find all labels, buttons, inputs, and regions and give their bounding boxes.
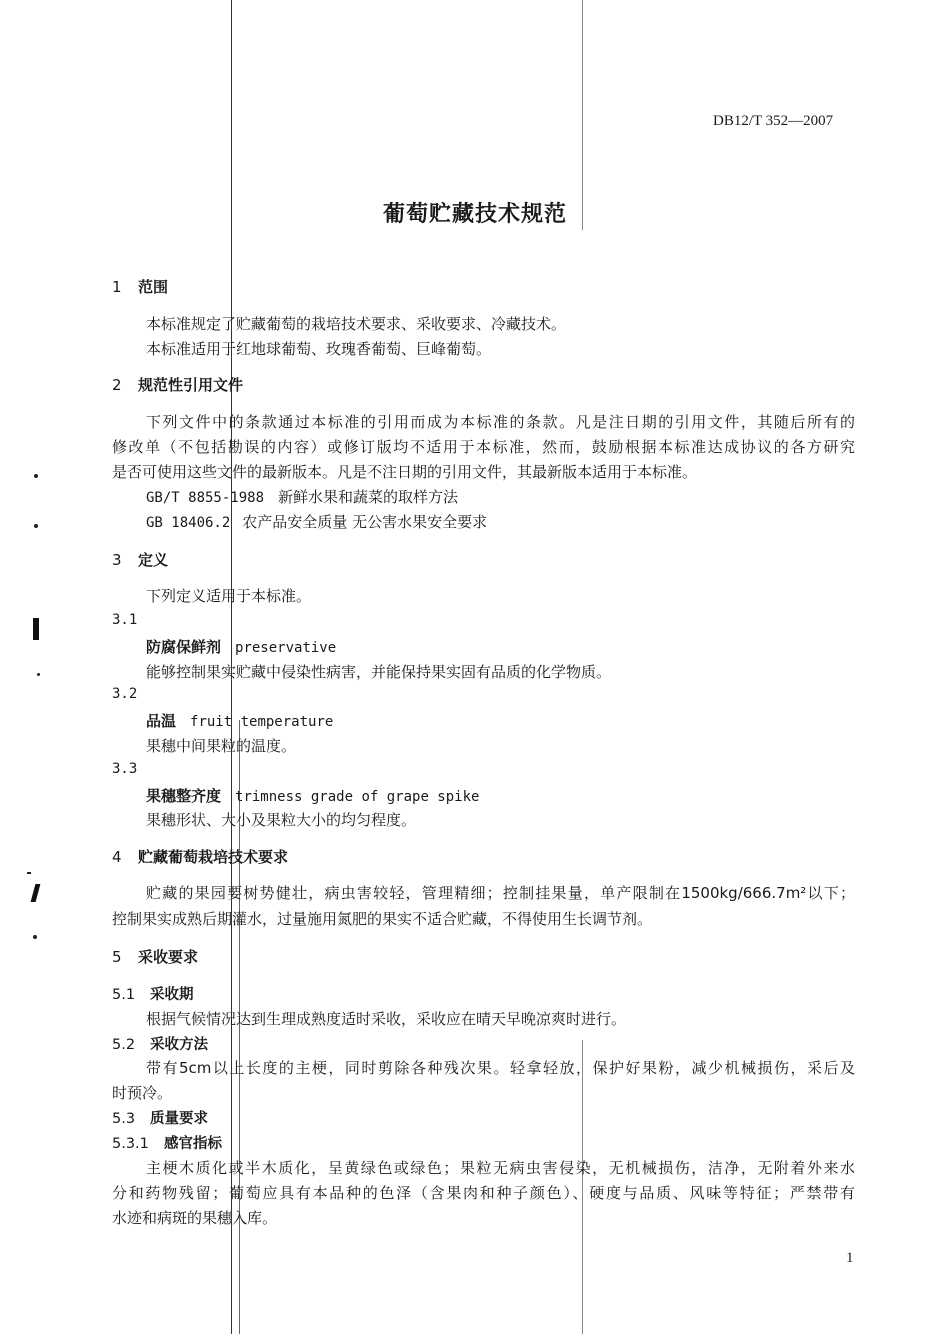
- subsection-title: 采收期: [150, 987, 194, 1003]
- reference-code: GB 18406.2: [146, 515, 231, 531]
- term-chinese: 防腐保鲜剂: [146, 638, 222, 656]
- section-number: 4: [112, 848, 122, 866]
- section-title: 规范性引用文件: [138, 376, 244, 394]
- paragraph-line: 主梗木质化或半木质化，呈黄绿色或绿色；果粒无病虫害侵染，无机械损伤，洁净，无附着外来水: [146, 1159, 855, 1177]
- section-title: 贮藏葡萄栽培技术要求: [138, 848, 289, 866]
- paragraph-line: 控制果实成熟后期灌水，过量施用氮肥的果实不适合贮藏，不得使用生长调节剂。: [112, 910, 653, 928]
- section-number: 3: [112, 551, 122, 569]
- reference-entry: [146, 486, 458, 507]
- subsection-5-1-heading: [112, 983, 194, 1004]
- document-code: DB12/T 352—2007: [713, 113, 834, 129]
- paragraph-line: 是否可使用这些文件的最新版本。凡是不注日期的引用文件，其最新版本适用于本标准。: [112, 463, 698, 481]
- section-title: 范围: [138, 278, 169, 296]
- section-number: 5: [112, 948, 122, 966]
- scan-mark: [33, 618, 39, 640]
- term-definition: 能够控制果实贮藏中侵染性病害，并能保持果实固有品质的化学物质。: [146, 663, 612, 681]
- section-number: 2: [112, 376, 122, 394]
- term-definition: 果穗中间果粒的温度。: [146, 737, 297, 755]
- term-heading: [146, 785, 479, 806]
- term-heading: [146, 710, 333, 731]
- reference-name: 新鲜水果和蔬菜的取样方法: [278, 488, 459, 506]
- subsection-5-2-heading: [112, 1033, 208, 1054]
- reference-code: GB/T 8855-1988: [146, 490, 265, 506]
- reference-name: 农产品安全质量 无公害水果安全要求: [242, 513, 488, 531]
- term-number: 3.2: [112, 686, 138, 702]
- paragraph: 本标准适用于红地球葡萄、玫瑰香葡萄、巨峰葡萄。: [146, 340, 492, 358]
- reference-entry: [146, 511, 487, 532]
- scan-mark: [27, 872, 31, 874]
- term-definition: 果穗形状、大小及果粒大小的均匀程度。: [146, 811, 417, 829]
- document-title: 葡萄贮藏技术规范: [382, 202, 567, 227]
- paragraph: 本标准规定了贮藏葡萄的栽培技术要求、采收要求、冷藏技术。: [146, 315, 567, 333]
- paragraph: 根据气候情况达到生理成熟度适时采收，采收应在晴天早晚凉爽时进行。: [146, 1010, 627, 1028]
- paragraph-line: 贮藏的果园要树势健壮，病虫害较轻，管理精细；控制挂果量，单产限制在1500kg/666.7m²以下；: [146, 884, 855, 902]
- subsection-title: 感官指标: [164, 1136, 222, 1152]
- term-number: 3.3: [112, 761, 138, 777]
- paragraph-line: 水迹和病斑的果穗入库。: [112, 1209, 278, 1227]
- paragraph-line: 时预冷。: [112, 1084, 173, 1102]
- section-number: 1: [112, 278, 122, 296]
- term-chinese: 果穗整齐度: [146, 787, 222, 805]
- scan-speck: [34, 474, 38, 478]
- section-3-heading: [112, 549, 168, 570]
- term-number: 3.1: [112, 612, 138, 628]
- paragraph-line: 修改单（不包括勘误的内容）或修订版均不适用于本标准，然而，鼓励根据本标准达成协议的各方研究: [112, 438, 855, 456]
- paragraph-line: 下列文件中的条款通过本标准的引用而成为本标准的条款。凡是注日期的引用文件，其随后所有的: [146, 413, 855, 431]
- term-english: fruit temperature: [190, 714, 334, 730]
- section-1-heading: [112, 276, 168, 297]
- scan-speck: [37, 673, 40, 676]
- subsection-number: 5.1: [112, 987, 136, 1003]
- scan-fold-line: [582, 0, 583, 230]
- section-title: 定义: [138, 551, 169, 569]
- paragraph-line: 分和药物残留；葡萄应具有本品种的色泽（含果肉和种子颜色）、硬度与品质、风味等特征；严禁带有: [112, 1184, 855, 1202]
- section-5-heading: [112, 946, 198, 967]
- page-number: 1: [846, 1250, 854, 1266]
- section-title: 采收要求: [138, 948, 199, 966]
- term-english: preservative: [235, 640, 337, 656]
- subsection-number: 5.2: [112, 1037, 136, 1053]
- scan-speck: [33, 935, 37, 939]
- scan-mark: [31, 884, 41, 902]
- term-english: trimness grade of grape spike: [235, 789, 480, 805]
- term-chinese: 品温: [146, 712, 177, 730]
- term-heading: [146, 636, 336, 657]
- section-2-heading: [112, 374, 243, 395]
- subsection-number: 5.3.1: [112, 1136, 149, 1152]
- subsection-5-3-heading: [112, 1107, 208, 1128]
- subsection-title: 质量要求: [150, 1111, 208, 1127]
- paragraph-line: 带有5cm以上长度的主梗，同时剪除各种残次果。轻拿轻放，保护好果粉，减少机械损伤，采后及: [146, 1059, 855, 1077]
- subsection-5-3-1-heading: [112, 1132, 222, 1153]
- scan-speck: [34, 524, 38, 528]
- section-4-heading: [112, 846, 288, 867]
- subsection-title: 采收方法: [150, 1037, 208, 1053]
- paragraph: 下列定义适用于本标准。: [146, 587, 312, 605]
- subsection-number: 5.3: [112, 1111, 136, 1127]
